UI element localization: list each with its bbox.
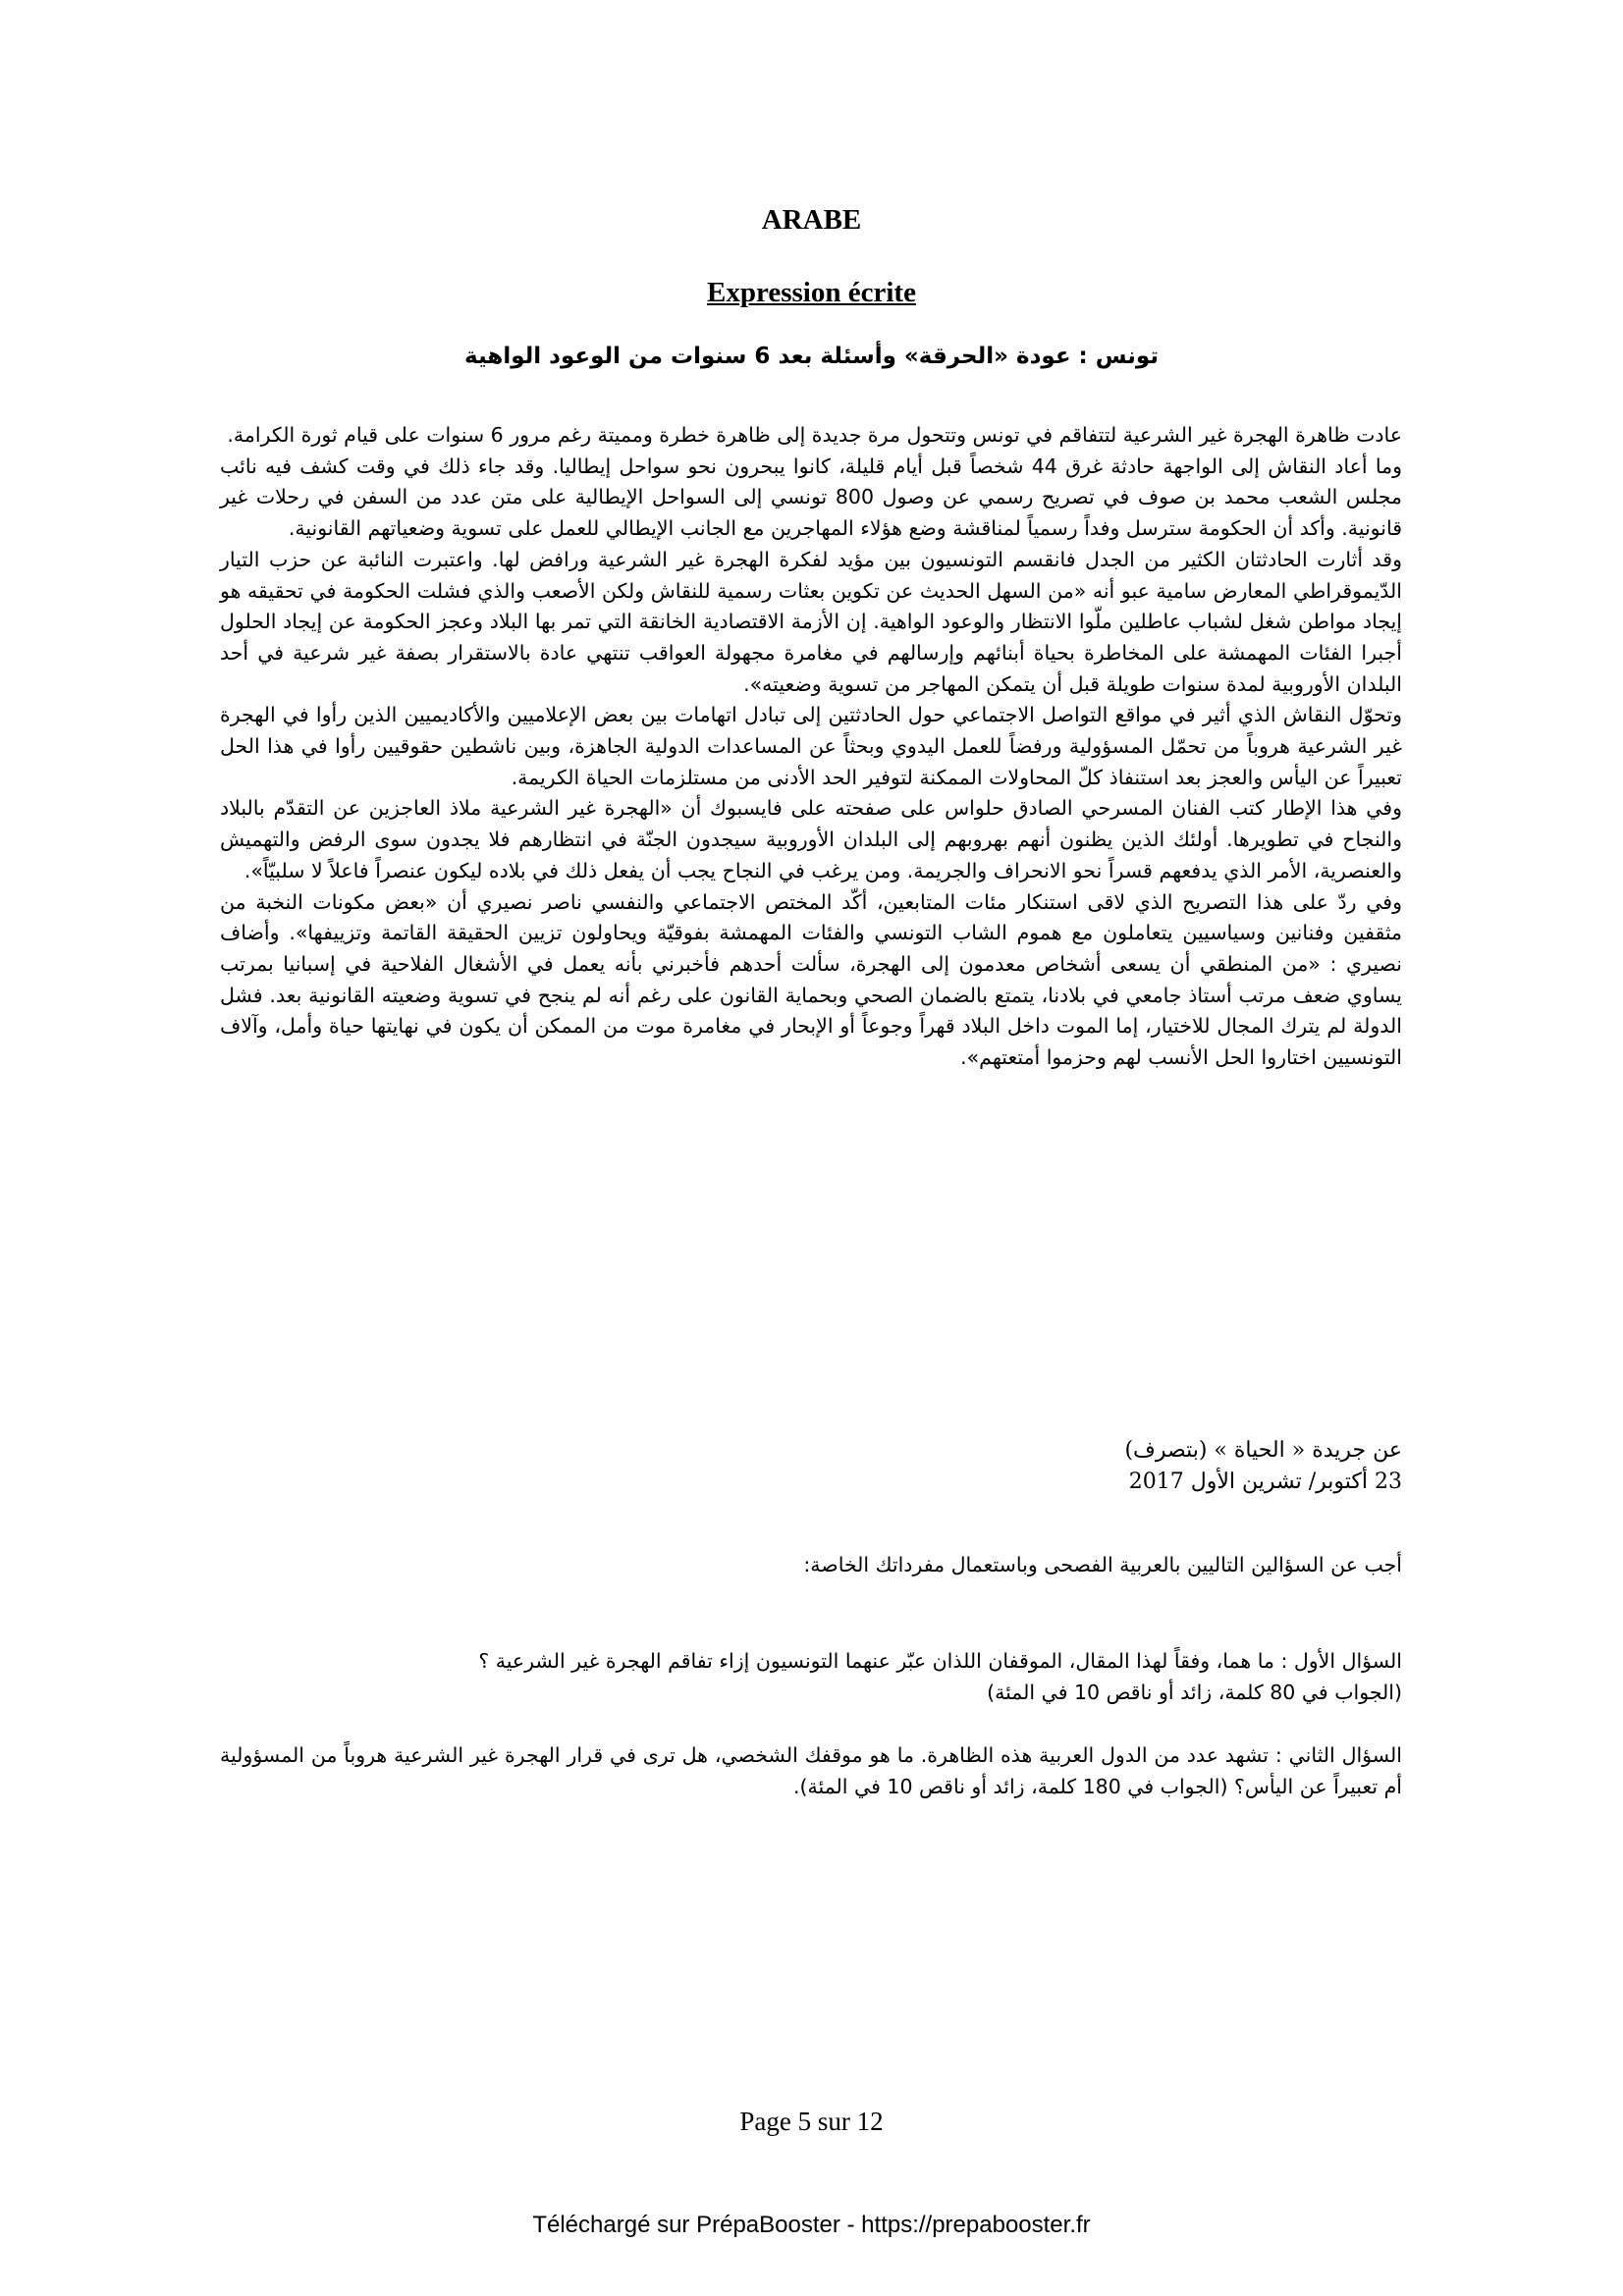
article-paragraph: وقد أثارت الحادثتان الكثير من الجدل فانقسم التونسيون بين مؤيد لفكرة الهجرة غير الشرعية ورافض لها. واعتبرت النائبة عن حزب التيار الدّيموقراطي المعارض سامية عبو أنه «من السهل الحديث عن تكوين بعثات رسمية للنقاش ولكن الأصعب والذي فشلت الحكومة في تحقيقه هو إيجاد مواطن شغل لشباب عاطلين ملّوا الانتظار والوعود الواهية. إن الأزمة الاقتصادية الخانقة التي تمر بها البلاد وعجز الحكومة عن إيجاد الحلول أجبرا الفئات المهمشة على المخاطرة بحياة أبنائهم وإرسالهم في مغامرة مجهولة العواقب تنتهي عادة بالاستقرار بصفة غير شرعية في أحد البلدان الأوروبية لمدة سنوات طويلة قبل أن يتمكن المهاجر من تسوية وضعيته». [220,547,1402,696]
article-source [617,1435,1402,1498]
article-paragraph: وفي ردّ على هذا التصريح الذي لاقى استنكار مئات المتابعين، أكّد المختص الاجتماعي والنفسي ناصر نصيري أن «بعض مكونات النخبة من مثقفين وفنانين وسياسيين يتعاملون مع هموم الشاب التونسي والفئات المهمشة بفوقيّة ويحاولون تزيين الحقيقة القاتمة وتزييفها». وأضاف نصيري : «من المنطقي أن يسعى أشخاص معدمون إلى الهجرة، سألت أحدهم فأخبرني بأنه يعمل في الأشغال الفلاحية في إسبانيا بمرتب يساوي ضعف مرتب أستاذ جامعي في بلادنا، يتمتع بالضمان الصحي وبحماية القانون على رغم أنه لم ينجح في تسوية وضعيته القانونية بعد. فشل الدولة لم يترك المجال للاختيار، إما الموت داخل البلاد قهراً وجوعاً أو الإبحار في مغامرة موت من الممكن أن يكون في نهايتها حياة وأمل، وآلاف التونسيين اختاروا الحل الأنسب لهم وحزموا أمتعتهم». [220,889,1402,1070]
article-title: تونس : عودة «الحرقة» وأسئلة بعد 6 سنوات من الوعود الواهية [464,344,1159,369]
question-2-text: السؤال الثاني : تشهد عدد من الدول العربية هذه الظاهرة. ما هو موقفك الشخصي، هل ترى في قرار الهجرة غير الشرعية هروباً من المسؤولية أم تعبيراً عن اليأس؟ (الجواب في 180 كلمة، زائد أو ناقص 10 في المئة). [220,1743,1402,1798]
question-1 [220,1645,1402,1708]
source-newspaper: عن جريدة « الحياة » (بتصرف) [1124,1438,1402,1463]
page-number: Page 5 sur 12 [739,2107,884,2136]
section-heading: Expression écrite [707,277,916,308]
exam-instructions: أجب عن السؤالين التاليين بالعربية الفصحى وباستعمال مفرداتك الخاصة: [803,1553,1402,1576]
article-paragraph: وتحوّل النقاش الذي أثير في مواقع التواصل الاجتماعي حول الحادثتين إلى تبادل اتهامات بين بعض الإعلاميين والأكاديميين الذين رأوا في الهجرة غير الشرعية هروباً من تحمّل المسؤولية ورفضاً للعمل اليدوي وبحثاً عن المساعدات الدولية الجاهزة، وبين ناشطين حقوقيين رأوا في هذا الحل تعبيراً عن اليأس والعجز بعد استنفاذ كلّ المحاولات الممكنة لتوفير الحد الأدنى من مستلزمات الحياة الكريمة. [220,703,1402,789]
subject-heading: ARABE [761,204,862,236]
question-2 [220,1739,1402,1802]
article-paragraph: عادت ظاهرة الهجرة غير الشرعية لتتفاقم في تونس وتتحول مرة جديدة إلى ظاهرة خطرة ومميتة رغم مرور 6 سنوات على قيام ثورة الكرامة. [227,423,1402,447]
question-1-word-count: (الجواب في 80 كلمة، زائد أو ناقص 10 في المئة) [987,1681,1402,1704]
question-1-text: السؤال الأول : ما هما، وفقاً لهذا المقال، الموقفان اللذان عبّر عنهما التونسيون إزاء تفاقم الهجرة غير الشرعية ؟ [478,1649,1402,1673]
article-paragraph: وفي هذا الإطار كتب الفنان المسرحي الصادق حلواس على صفحته على فايسبوك أن «الهجرة غير الشرعية ملاذ العاجزين عن التقدّم بالبلاد والنجاح في تطويرها. أولئك الذين يظنون أنهم بهروبهم إلى البلدان الأوروبية سيجدون الجنّة في انتظارهم فلا يجدون سوى الرفض والتهميش والعنصرية، الأمر الذي يدفعهم قسراً نحو الانحراف والجريمة. ومن يرغب في النجاح يجب أن يفعل ذلك في بلاده ليكون عنصراً فاعلاً لا سلبيّاً». [220,796,1402,882]
download-footer: Téléchargé sur PrépaBooster - https://prepabooster.fr [532,2212,1091,2238]
source-date: 23 أكتوبر/ تشرين الأول 2017 [1128,1469,1402,1494]
article-body [220,420,1402,1074]
article-paragraph: وما أعاد النقاش إلى الواجهة حادثة غرق 44 شخصاً قبل أيام قليلة، كانوا يبحرون نحو سواحل إيطاليا. وقد جاء ذلك في وقت كشف فيه نائب مجلس الشعب محمد بن صوف في تصريح رسمي عن وصول 800 تونسي إلى السواحل الإيطالية على متن عدد من السفن في رحلات غير قانونية. وأكد أن الحكومة سترسل وفداً رسمياً لمناقشة وضع هؤلاء المهاجرين مع الجانب الإيطالي للعمل على تسوية وضعياتهم القانونية. [220,454,1402,541]
